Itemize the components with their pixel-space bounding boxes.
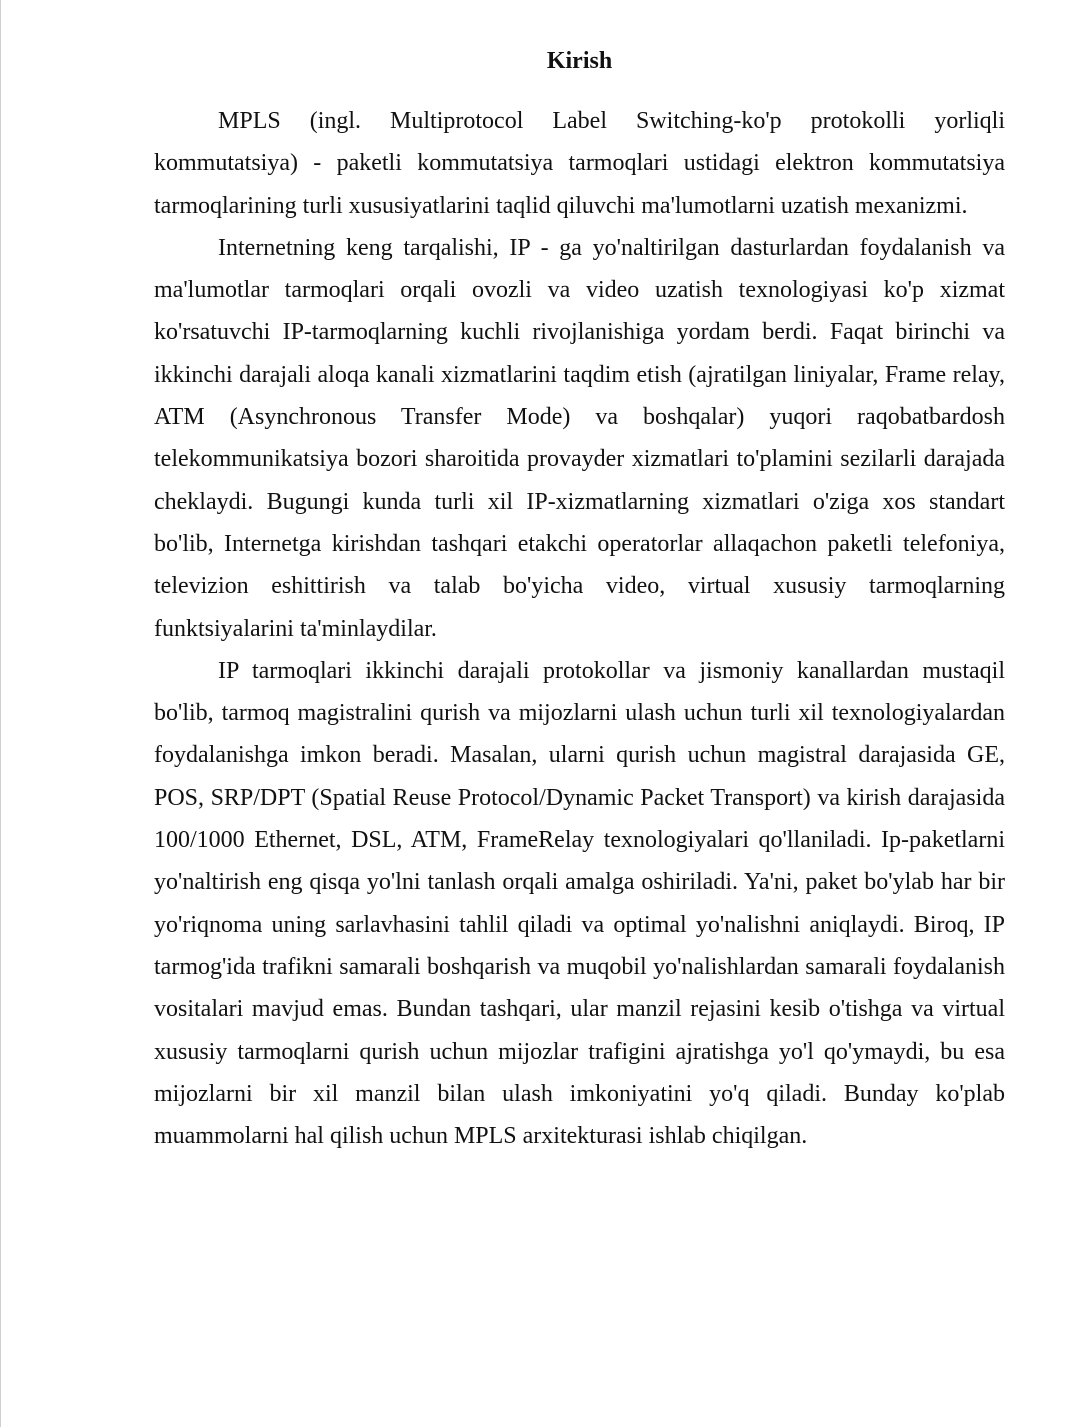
paragraph-ip-networks: IP tarmoqlari ikkinchi darajali protokollar va jismoniy kanallardan mustaqil bo'lib, tarmoq magistralini qurish va mijozlarni ulash uchun turli xil texnologiyalardan foydalanishga imkon beradi. Masalan, ularni qurish uchun magistral darajasida GE, POS, SRP/DPT (Spatial Reuse Protocol/Dynamic Packet Transport) va kirish darajasida 100/1000 Ethernet, DSL, ATM, FrameRelay texnologiyalari qo'llaniladi. Ip-paketlarni yo'naltirish eng qisqa yo'lni tanlash orqali amalga oshiriladi. Ya'ni, paket bo'ylab har bir yo'riqnoma uning sarlavhasini tahlil qiladi va optimal yo'nalishni aniqlaydi. Biroq, IP tarmog'ida trafikni samarali boshqarish va muqobil yo'nalishlardan samarali foydalanish vositalari mavjud emas. Bundan tashqari, ular manzil rejasini kesib o'tishga va virtual xususiy tarmoqlarni qurish uchun mijozlar trafigini ajratishga yo'l qo'ymaydi, bu esa mijozlarni bir xil manzil bilan ulash imkoniyatini yo'q qiladi. Bunday ko'plab muammolarni hal qilish uchun MPLS arxitekturasi ishlab chiqilgan. xyxy=(154,657,1005,1150)
paragraph-mpls-definition: MPLS (ingl. Multiprotocol Label Switching-ko'p protokolli yorliqli kommutatsiya) - paketli kommutatsiya tarmoqlari ustidagi elektron kommutatsiya tarmoqlarining turli xususiyatlarini taqlid qiluvchi ma'lumotlarni uzatish mexanizmi. xyxy=(154,108,1005,219)
page-title: Kirish xyxy=(546,48,613,74)
paragraph-internet-growth: Internetning keng tarqalishi, IP - ga yo'naltirilgan dasturlardan foydalanish va ma'lumotlar tarmoqlari orqali ovozli va video uzatish texnologiyasi ko'p xizmat ko'rsatuvchi IP-tarmoqlarning kuchli rivojlanishiga yordam berdi. Faqat birinchi va ikkinchi darajali aloqa kanali xizmatlarini taqdim etish (ajratilgan liniyalar, Frame relay, ATM (Asynchronous Transfer Mode) va boshqalar) yuqori raqobatbardosh telekommunikatsiya bozori sharoitida provayder xizmatlari to'plamini sezilarli darajada cheklaydi. Bugungi kunda turli xil IP-xizmatlarning xizmatlari o'ziga xos standart bo'lib, Internetga kirishdan tashqari etakchi operatorlar allaqachon paketli telefoniya, televizion eshittirish va talab bo'yicha video, virtual xususiy tarmoqlarning funktsiyalarini ta'minlaydilar. xyxy=(154,234,1005,642)
document-body xyxy=(154,42,1005,1157)
